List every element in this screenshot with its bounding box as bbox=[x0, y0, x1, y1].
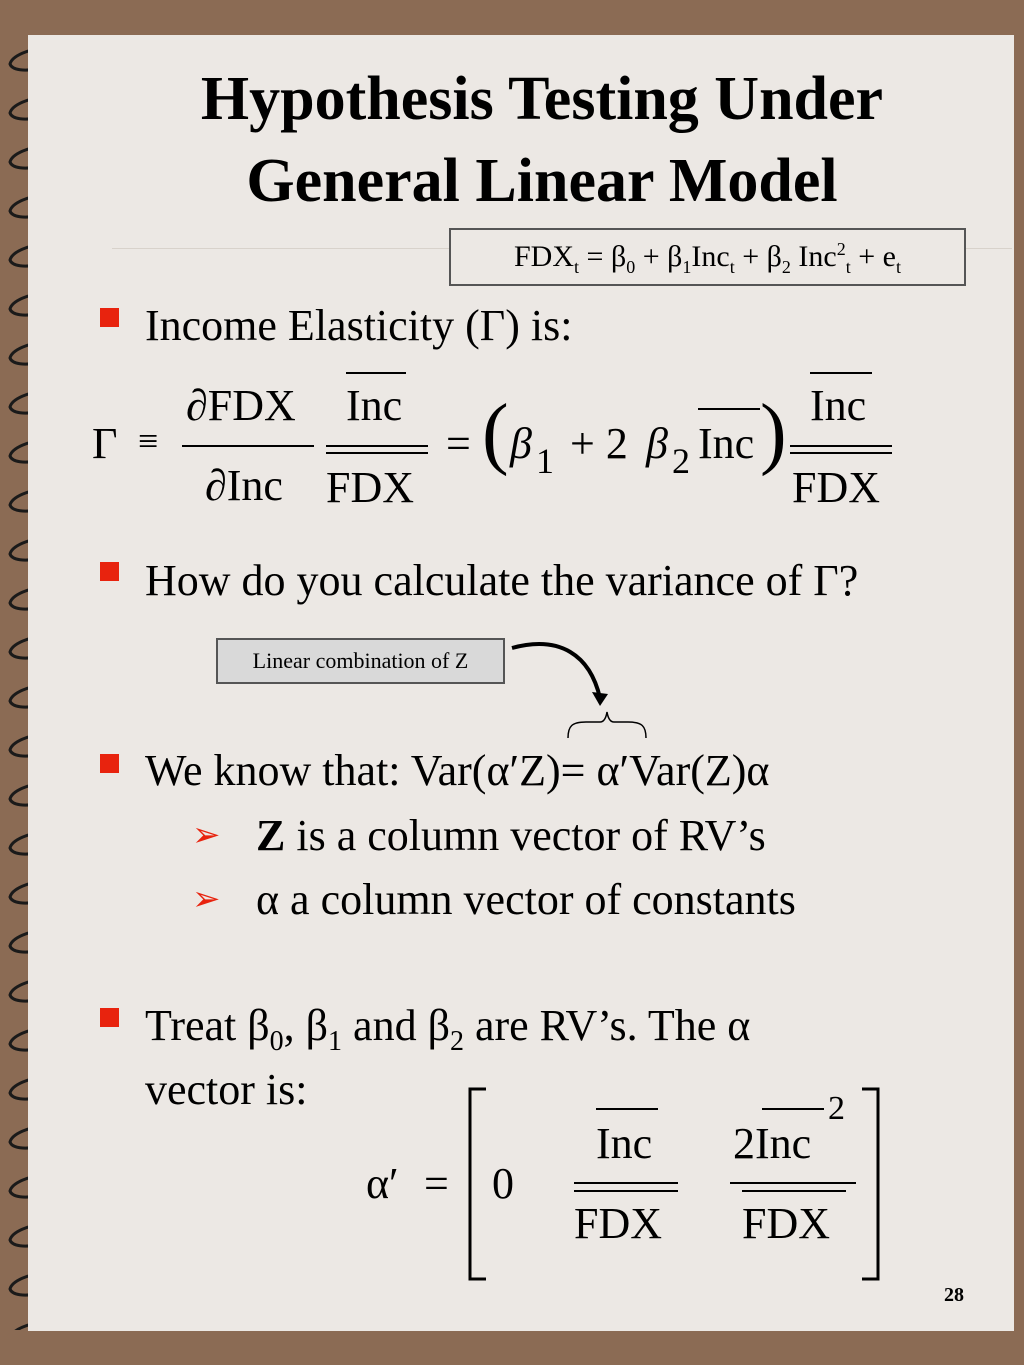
title-line-2: General Linear Model bbox=[246, 147, 838, 215]
arrow-bullet-icon: ➢ bbox=[192, 881, 221, 918]
mean-inc: Inc bbox=[810, 381, 867, 430]
left-bracket bbox=[466, 1086, 488, 1282]
overline bbox=[574, 1190, 678, 1192]
left-paren: ( bbox=[482, 389, 509, 477]
linear-combination-callout: Linear combination of Z bbox=[216, 638, 505, 684]
title-line-1: Hypothesis Testing Under bbox=[200, 65, 884, 133]
mean-fdx: FDX bbox=[326, 463, 415, 512]
overline bbox=[790, 452, 892, 454]
subscript-1: 1 bbox=[536, 441, 554, 481]
overline bbox=[762, 1108, 824, 1110]
gamma-symbol: Γ bbox=[92, 419, 118, 468]
bullet-variance-question: How do you calculate the variance of Γ? bbox=[145, 556, 859, 605]
fraction-bar bbox=[182, 445, 314, 447]
mean-fdx: FDX bbox=[742, 1199, 831, 1248]
mean-inc: Inc bbox=[346, 381, 403, 430]
overline bbox=[742, 1190, 846, 1192]
right-bracket bbox=[860, 1086, 882, 1282]
equals-symbol: = bbox=[424, 1159, 449, 1208]
mean-inc: Inc bbox=[596, 1119, 653, 1168]
bullet-treat-betas: Treat $\beta_0$, $\beta_1$ and $\beta_2$ are RV’s. The α bbox=[145, 1001, 751, 1057]
right-paren: ) bbox=[760, 389, 787, 477]
page-number: 28 bbox=[944, 1284, 964, 1306]
bullet-square-icon bbox=[100, 1008, 119, 1027]
mean-fdx: FDX bbox=[792, 463, 881, 512]
beta-2: β bbox=[646, 419, 668, 468]
slide-title bbox=[60, 58, 1024, 222]
bullet-square-icon bbox=[100, 562, 119, 581]
mean-inc: Inc bbox=[698, 419, 755, 468]
bullet-square-icon bbox=[100, 754, 119, 773]
fraction-bar bbox=[730, 1182, 856, 1184]
alpha-prime: α′ bbox=[366, 1159, 399, 1208]
zero: 0 bbox=[492, 1159, 514, 1208]
mean-fdx: FDX bbox=[574, 1199, 663, 1248]
model-equation-box: $FDX_t = \beta_0 + \beta_1Inc_t + \beta_2$ $Inc^2_t + e_t$ bbox=[449, 228, 966, 286]
two-mean-inc: 2Inc bbox=[733, 1119, 812, 1168]
overline bbox=[698, 408, 760, 410]
plus-two: + 2 bbox=[570, 419, 628, 468]
fraction-bar bbox=[574, 1182, 678, 1184]
fraction-bar bbox=[326, 445, 428, 447]
sub-bullet-z: Z is a column vector of RV’s bbox=[256, 811, 766, 860]
equals-symbol: = bbox=[446, 419, 471, 468]
superscript-2: 2 bbox=[828, 1090, 845, 1127]
arrow-bullet-icon: ➢ bbox=[192, 817, 221, 854]
fraction-bar bbox=[790, 445, 892, 447]
bullet-treat-betas-line2: vector is: bbox=[145, 1065, 308, 1114]
bullet-var-identity: We know that: Var(α′Z)= α′Var(Z)α bbox=[145, 746, 770, 795]
callout-arrow bbox=[500, 630, 660, 745]
bullet-income-elasticity: Income Elasticity (Γ) is: bbox=[145, 301, 573, 350]
bullet-square-icon bbox=[100, 308, 119, 327]
overline bbox=[596, 1108, 658, 1110]
partial-fdx: ∂FDX bbox=[186, 381, 296, 430]
overline bbox=[810, 372, 872, 374]
sub-bullet-alpha: α a column vector of constants bbox=[256, 875, 796, 924]
overline bbox=[326, 452, 428, 454]
equiv-symbol: ≡ bbox=[138, 421, 159, 461]
subscript-2: 2 bbox=[672, 441, 690, 481]
partial-inc: ∂Inc bbox=[205, 461, 283, 510]
overline bbox=[346, 372, 406, 374]
beta-1: β bbox=[510, 419, 532, 468]
